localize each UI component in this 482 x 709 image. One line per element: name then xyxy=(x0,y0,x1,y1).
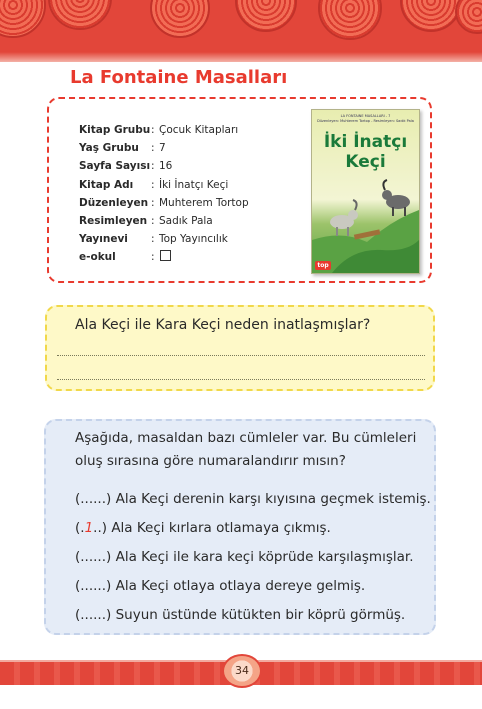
info-separator: : xyxy=(151,178,155,191)
number-blank[interactable]: (......) xyxy=(75,607,112,623)
info-label: Düzenleyen xyxy=(79,196,149,209)
info-label: Kitap Adı xyxy=(79,178,134,191)
book-cover-image xyxy=(311,109,420,274)
info-value: Top Yayıncılık xyxy=(159,233,228,246)
list-item xyxy=(75,485,431,514)
info-label: Yayınevi xyxy=(79,233,128,246)
ordering-instructions: Aşağıda, masaldan bazı cümleler var. Bu cümleleri oluş sırasına göre numaralandırır mısın? xyxy=(75,430,417,469)
header-decoration xyxy=(0,0,482,62)
info-row xyxy=(79,212,249,230)
list-item xyxy=(75,514,431,543)
ordering-exercise xyxy=(44,419,436,635)
info-value: 16 xyxy=(159,160,173,173)
goat-illustration xyxy=(312,170,419,273)
sentence-text: Ala Keçi otlaya otlaya dereye gelmiş. xyxy=(115,578,366,594)
number-blank[interactable]: (......) xyxy=(75,549,112,565)
page-title: La Fontaine Masalları xyxy=(70,67,288,88)
info-row xyxy=(79,230,249,248)
list-item xyxy=(75,601,431,630)
book-info-table xyxy=(79,121,249,267)
info-row xyxy=(79,176,249,194)
info-label: Sayfa Sayısı xyxy=(79,160,151,173)
info-separator: : xyxy=(151,160,155,173)
handwritten-number: 1 xyxy=(84,520,94,536)
info-row xyxy=(79,194,249,212)
question-text: Ala Keçi ile Kara Keçi neden inatlaşmışlar? xyxy=(75,317,371,333)
cover-series: LA FONTAINE MASALLARI - 7 Düzenleyen: Muhterem Tortop - Resimleyen: Sadık Pala xyxy=(317,114,414,123)
info-label: e-okul xyxy=(79,251,116,264)
info-value: 7 xyxy=(159,142,166,155)
cover-title: İki İnatçı Keçi xyxy=(323,132,408,172)
sentence-text: Ala Keçi derenin karşı kıyısına geçmek istemiş. xyxy=(115,491,431,507)
info-separator: : xyxy=(151,142,155,155)
info-separator: : xyxy=(151,215,155,228)
info-row xyxy=(79,157,249,175)
publisher-logo: top xyxy=(315,261,331,270)
sentence-text: Suyun üstünde kütükten bir köprü görmüş. xyxy=(115,607,406,623)
number-blank[interactable]: (......) xyxy=(75,578,112,594)
sentence-text: Ala Keçi ile kara keçi köprüde karşılaşmışlar. xyxy=(115,549,414,565)
info-value: Çocuk Kitapları xyxy=(159,124,239,136)
info-row xyxy=(79,139,249,157)
info-label: Yaş Grubu xyxy=(79,142,139,155)
info-row xyxy=(79,248,249,266)
list-item xyxy=(75,543,431,572)
answer-line[interactable] xyxy=(57,355,425,356)
info-value xyxy=(159,248,249,266)
info-value: Sadık Pala xyxy=(159,215,213,228)
book-info-box xyxy=(47,97,432,283)
list-item xyxy=(75,572,431,601)
page-number: 34 xyxy=(222,654,262,688)
info-value: Muhterem Tortop xyxy=(159,196,249,209)
e-okul-checkbox[interactable] xyxy=(160,250,171,261)
number-blank[interactable]: (......) xyxy=(75,491,112,507)
info-separator: : xyxy=(151,124,155,136)
info-row xyxy=(79,121,249,139)
number-blank-filled[interactable]: (.1..) xyxy=(75,520,108,536)
info-label: Resimleyen xyxy=(79,215,148,228)
ordering-list xyxy=(75,485,431,630)
sentence-text: Ala Keçi kırlara otlamaya çıkmış. xyxy=(111,520,331,536)
answer-line[interactable] xyxy=(57,379,425,380)
info-separator: : xyxy=(151,196,155,209)
info-label: Kitap Grubu xyxy=(79,124,151,136)
question-box xyxy=(45,305,435,391)
info-separator: : xyxy=(151,251,155,264)
info-separator: : xyxy=(151,233,155,246)
info-value: İki İnatçı Keçi xyxy=(159,178,229,191)
